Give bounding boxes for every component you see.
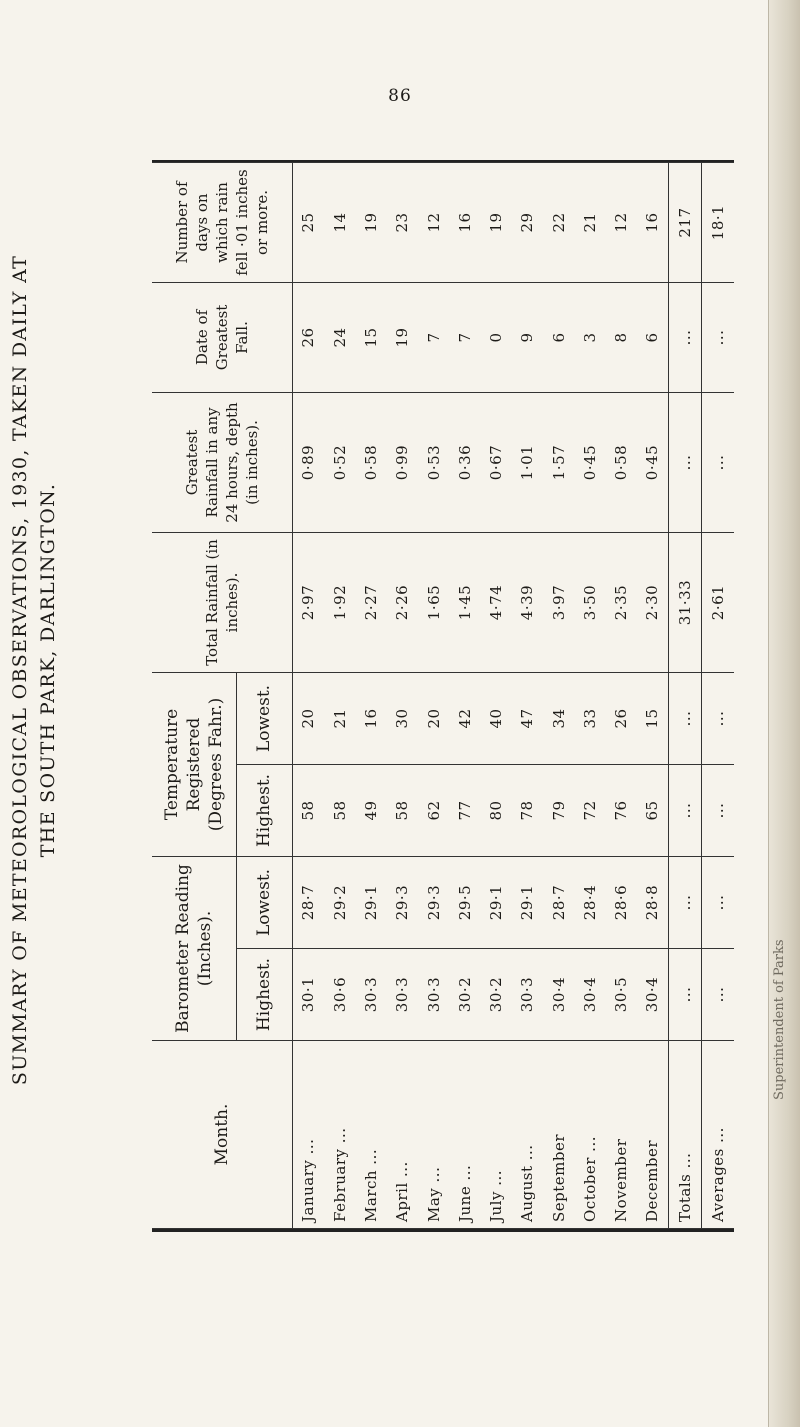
- cell-month: May ...: [418, 1041, 449, 1229]
- cell-baro-high: ...: [669, 949, 702, 1041]
- table-row: [574, 162, 605, 1228]
- cell-temp-low: 40: [480, 672, 511, 764]
- title-line-2: THE SOUTH PARK, DARLINGTON.: [37, 482, 59, 858]
- cell-rain-days: 29: [512, 162, 543, 282]
- table-body: [292, 162, 734, 1228]
- cell-temp-high: ...: [669, 764, 702, 856]
- cell-rain-total: 2·97: [292, 532, 324, 672]
- cell-rain-max: 0·45: [637, 392, 669, 532]
- cell-rain-max: 1·01: [512, 392, 543, 532]
- cell-rain-date: 7: [418, 282, 449, 392]
- table-row: [480, 162, 511, 1228]
- cell-temp-low: ...: [669, 672, 702, 764]
- header-month: Month.: [152, 1041, 292, 1229]
- cell-rain-total: 2·26: [387, 532, 418, 672]
- table-row: [355, 162, 386, 1228]
- cell-baro-low: 28·4: [574, 856, 605, 948]
- cell-temp-low: 15: [637, 672, 669, 764]
- table-row: [637, 162, 669, 1228]
- cell-baro-high: ...: [702, 949, 734, 1041]
- cell-rain-date: ...: [669, 282, 702, 392]
- cell-rain-days: 19: [480, 162, 511, 282]
- cell-temp-low: 34: [543, 672, 574, 764]
- table-row: [418, 162, 449, 1228]
- cell-rain-days: 22: [543, 162, 574, 282]
- cell-temp-high: 79: [543, 764, 574, 856]
- cell-rain-max: 0·53: [418, 392, 449, 532]
- cell-month: November: [605, 1041, 636, 1229]
- cell-temp-low: ...: [702, 672, 734, 764]
- cell-month: Totals ...: [669, 1041, 702, 1229]
- observations-table: [152, 162, 734, 1229]
- cell-rain-date: 7: [449, 282, 480, 392]
- cell-temp-low: 16: [355, 672, 386, 764]
- cell-baro-low: 28·6: [605, 856, 636, 948]
- cell-rain-total: 2·30: [637, 532, 669, 672]
- cell-rain-days: 12: [418, 162, 449, 282]
- cell-temp-low: 21: [324, 672, 355, 764]
- cell-rain-total: 3·97: [543, 532, 574, 672]
- cell-rain-date: 0: [480, 282, 511, 392]
- cell-rain-total: 3·50: [574, 532, 605, 672]
- cell-rain-max: 0·89: [292, 392, 324, 532]
- cell-baro-high: 30·4: [637, 949, 669, 1041]
- cell-baro-low: ...: [669, 856, 702, 948]
- cell-rain-max: 0·36: [449, 392, 480, 532]
- cell-baro-low: 29·1: [480, 856, 511, 948]
- cell-rain-max: 0·58: [605, 392, 636, 532]
- cell-rain-total: 31·33: [669, 532, 702, 672]
- cell-temp-high: 62: [418, 764, 449, 856]
- cell-rain-total: 2·27: [355, 532, 386, 672]
- table-row: [324, 162, 355, 1228]
- header-temp-highest: Highest.: [236, 764, 292, 856]
- cell-temp-high: 58: [387, 764, 418, 856]
- cell-rain-days: 14: [324, 162, 355, 282]
- cell-temp-high: 78: [512, 764, 543, 856]
- cell-baro-low: 29·3: [418, 856, 449, 948]
- observations-table-frame: [152, 160, 734, 1232]
- cell-rain-date: 26: [292, 282, 324, 392]
- cell-month: Averages ...: [702, 1041, 734, 1229]
- cell-rain-total: 2·35: [605, 532, 636, 672]
- cell-rain-max: ...: [702, 392, 734, 532]
- cell-rain-max: 0·67: [480, 392, 511, 532]
- cell-baro-low: 29·1: [355, 856, 386, 948]
- cell-rain-max: 0·45: [574, 392, 605, 532]
- table-row: [512, 162, 543, 1228]
- cell-month: February ...: [324, 1041, 355, 1229]
- cell-rain-total: 4·74: [480, 532, 511, 672]
- cell-temp-low: 33: [574, 672, 605, 764]
- cell-month: August ...: [512, 1041, 543, 1229]
- cell-temp-low: 20: [292, 672, 324, 764]
- cell-temp-high: 65: [637, 764, 669, 856]
- header-total-rainfall: Total Rainfall (in inches).: [152, 532, 292, 672]
- cell-rain-max: ...: [669, 392, 702, 532]
- cell-rain-days: 23: [387, 162, 418, 282]
- header-baro-highest: Highest.: [236, 949, 292, 1041]
- cell-baro-low: 29·1: [512, 856, 543, 948]
- cell-rain-days: 217: [669, 162, 702, 282]
- cell-rain-max: 0·58: [355, 392, 386, 532]
- cell-rain-days: 21: [574, 162, 605, 282]
- cell-temp-high: 58: [292, 764, 324, 856]
- cell-month: September: [543, 1041, 574, 1229]
- cell-rain-date: 6: [637, 282, 669, 392]
- cell-rain-days: 16: [449, 162, 480, 282]
- header-barometer: Barometer Reading (Inches).: [152, 856, 236, 1040]
- cell-rain-date: 15: [355, 282, 386, 392]
- cell-temp-low: 47: [512, 672, 543, 764]
- table-row: [605, 162, 636, 1228]
- cell-rain-date: 3: [574, 282, 605, 392]
- totals-row: [669, 162, 702, 1228]
- cell-baro-high: 30·3: [418, 949, 449, 1041]
- page-number: 86: [388, 86, 412, 106]
- cell-rain-total: 2·61: [702, 532, 734, 672]
- cell-baro-high: 30·3: [512, 949, 543, 1041]
- header-baro-lowest: Lowest.: [236, 856, 292, 948]
- cell-rain-max: 0·52: [324, 392, 355, 532]
- cell-rain-date: 8: [605, 282, 636, 392]
- cell-rain-max: 1·57: [543, 392, 574, 532]
- cell-temp-high: 49: [355, 764, 386, 856]
- cell-rain-total: 4·39: [512, 532, 543, 672]
- header-temp-lowest: Lowest.: [236, 672, 292, 764]
- cell-baro-high: 30·4: [574, 949, 605, 1041]
- cell-temp-low: 20: [418, 672, 449, 764]
- header-date-greatest: Date of Greatest Fall.: [152, 282, 292, 392]
- cell-month: December: [637, 1041, 669, 1229]
- cell-rain-date: 9: [512, 282, 543, 392]
- cell-rain-date: ...: [702, 282, 734, 392]
- header-temperature: Temperature Registered (Degrees Fahr.): [152, 672, 236, 856]
- cell-temp-high: 58: [324, 764, 355, 856]
- cell-rain-days: 18·1: [702, 162, 734, 282]
- header-days-rain: Number of days on which rain fell ·01 inches or more.: [152, 162, 292, 282]
- cell-rain-days: 12: [605, 162, 636, 282]
- margin-text: Superintendent of Parks: [772, 939, 787, 1100]
- cell-month: January ...: [292, 1041, 324, 1229]
- cell-baro-high: 30·4: [543, 949, 574, 1041]
- cell-temp-high: ...: [702, 764, 734, 856]
- cell-baro-low: 29·2: [324, 856, 355, 948]
- cell-month: October ...: [574, 1041, 605, 1229]
- averages-row: [702, 162, 734, 1228]
- cell-baro-low: ...: [702, 856, 734, 948]
- cell-temp-low: 42: [449, 672, 480, 764]
- cell-rain-total: 1·45: [449, 532, 480, 672]
- cell-temp-low: 30: [387, 672, 418, 764]
- cell-month: April ...: [387, 1041, 418, 1229]
- cell-baro-low: 28·7: [543, 856, 574, 948]
- cell-month: March ...: [355, 1041, 386, 1229]
- title-line-1: SUMMARY OF METEOROLOGICAL OBSERVATIONS, 1930, TAKEN DAILY AT: [9, 254, 31, 1086]
- cell-month: July ...: [480, 1041, 511, 1229]
- table-row: [449, 162, 480, 1228]
- cell-month: June ...: [449, 1041, 480, 1229]
- cell-baro-low: 29·5: [449, 856, 480, 948]
- cell-rain-date: 19: [387, 282, 418, 392]
- cell-temp-low: 26: [605, 672, 636, 764]
- cell-rain-days: 16: [637, 162, 669, 282]
- table-row: [387, 162, 418, 1228]
- report-title: [6, 165, 66, 1175]
- cell-temp-high: 80: [480, 764, 511, 856]
- table-row: [292, 162, 324, 1228]
- cell-rain-days: 19: [355, 162, 386, 282]
- header-greatest-rainfall: Greatest Rainfall in any 24 hours, depth (in inches).: [152, 392, 292, 532]
- cell-baro-high: 30·2: [480, 949, 511, 1041]
- cell-baro-high: 30·5: [605, 949, 636, 1041]
- cell-rain-date: 6: [543, 282, 574, 392]
- table-row: [543, 162, 574, 1228]
- cell-baro-high: 30·6: [324, 949, 355, 1041]
- cell-rain-max: 0·99: [387, 392, 418, 532]
- cell-baro-low: 28·7: [292, 856, 324, 948]
- cell-baro-low: 29·3: [387, 856, 418, 948]
- cell-baro-high: 30·3: [355, 949, 386, 1041]
- cell-rain-date: 24: [324, 282, 355, 392]
- cell-baro-high: 30·3: [387, 949, 418, 1041]
- cell-temp-high: 77: [449, 764, 480, 856]
- cell-baro-low: 28·8: [637, 856, 669, 948]
- cell-baro-high: 30·1: [292, 949, 324, 1041]
- cell-temp-high: 72: [574, 764, 605, 856]
- cell-rain-total: 1·92: [324, 532, 355, 672]
- cell-temp-high: 76: [605, 764, 636, 856]
- cell-rain-total: 1·65: [418, 532, 449, 672]
- cell-rain-days: 25: [292, 162, 324, 282]
- cell-baro-high: 30·2: [449, 949, 480, 1041]
